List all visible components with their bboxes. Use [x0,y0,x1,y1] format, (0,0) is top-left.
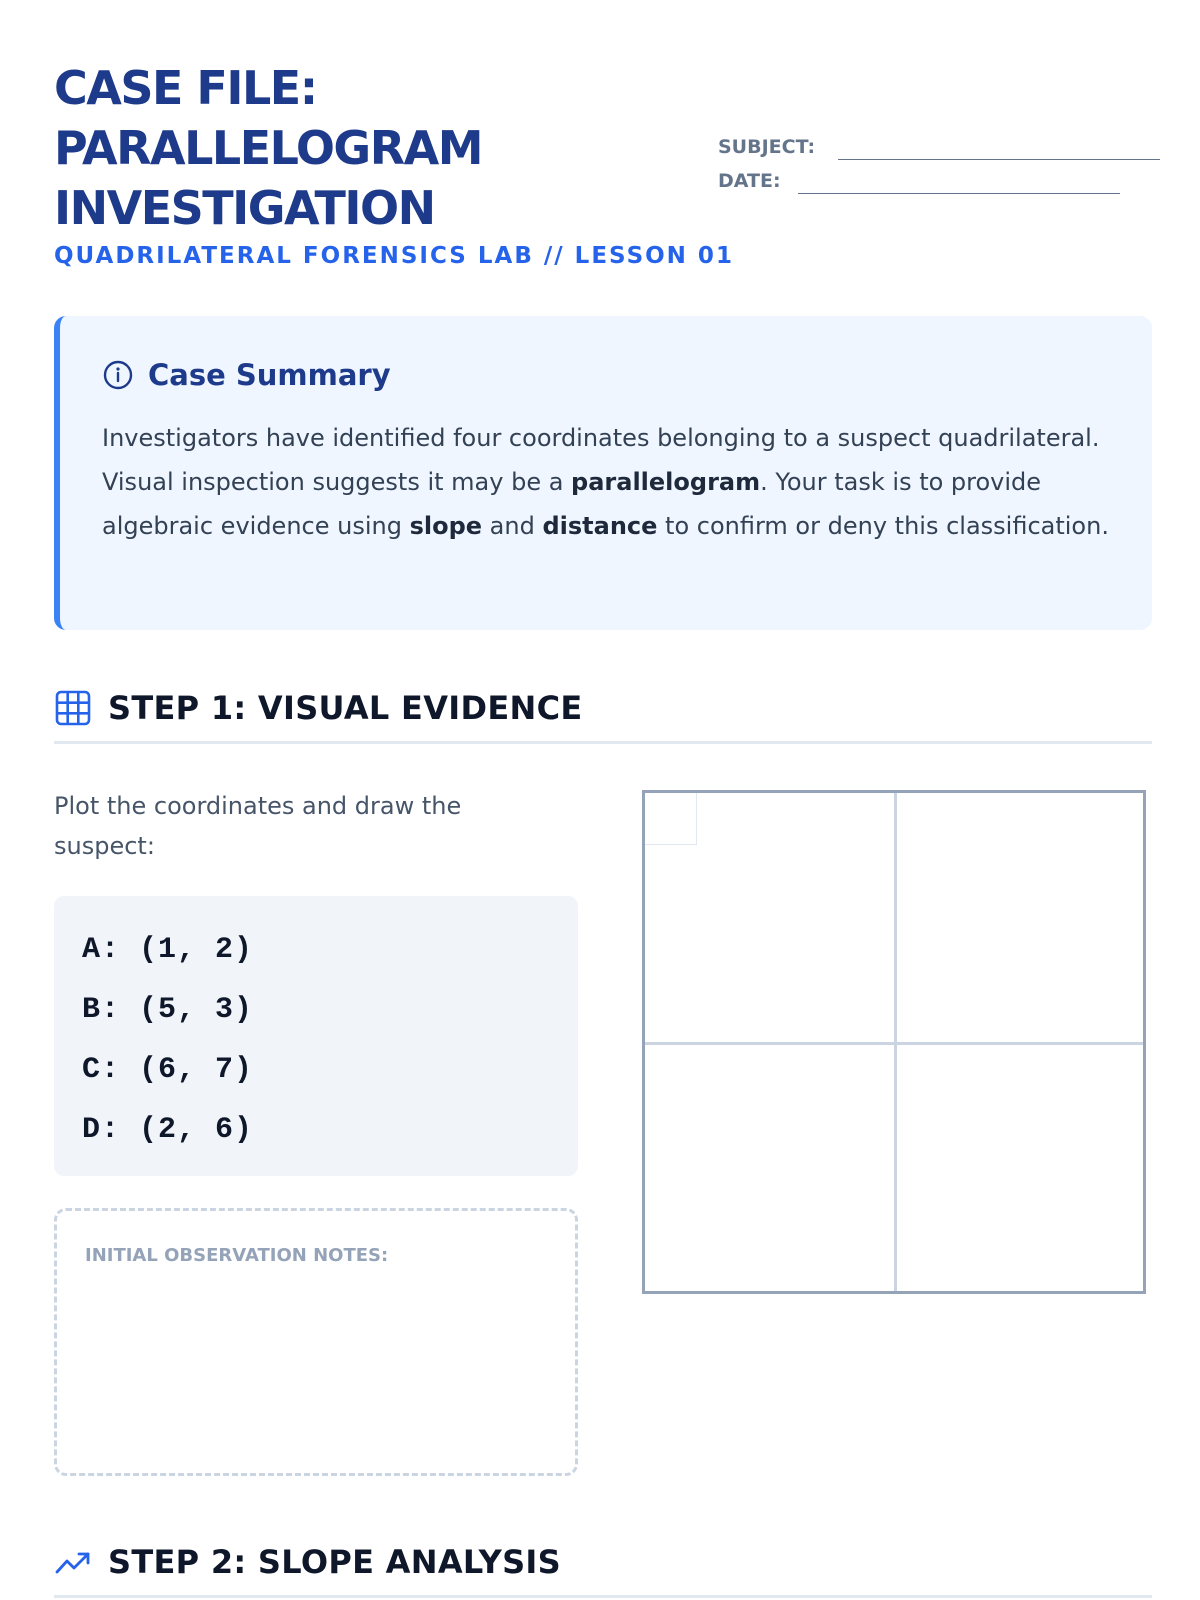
summary-text-part: and [482,512,543,540]
page-title [54,58,694,238]
title-line-3: INVESTIGATION [54,181,435,235]
page-subtitle: QUADRILATERAL FORENSICS LAB // LESSON 01 [54,243,734,269]
subject-label: SUBJECT: [718,136,816,158]
case-summary-header [102,358,391,392]
grid-icon [54,689,92,727]
step1-instruction: Plot the coordinates and draw the suspect: [54,792,462,860]
summary-text-part: Investigators have identified four coordinates belonging to a suspect quadrilateral. Visual inspection suggests it may be a [102,424,1100,496]
observation-notes-box[interactable] [54,1208,578,1476]
student-meta [718,132,1154,200]
observation-notes-label: INITIAL OBSERVATION NOTES: [85,1245,389,1266]
coordinate-a: A: (1, 2) [82,933,254,967]
step1-title: STEP 1: VISUAL EVIDENCE [108,688,583,727]
coordinate-b: B: (5, 3) [82,993,254,1027]
title-line-2: PARALLELOGRAM [54,121,482,175]
step2-header [54,1540,1152,1598]
summary-text-part: to confirm or deny this classification. [657,512,1109,540]
subject-blank-line[interactable] [838,159,1160,160]
grid-horizontal-axis [645,1042,1143,1045]
step1-header [54,686,1152,744]
trending-up-icon [54,1543,92,1581]
summary-bold-parallelogram: parallelogram [571,468,761,496]
case-summary-text [102,416,1112,548]
case-summary-title: Case Summary [148,358,391,392]
step2-title: STEP 2: SLOPE ANALYSIS [108,1542,561,1581]
summary-bold-distance: distance [542,512,658,540]
date-blank-line[interactable] [798,193,1120,194]
case-summary-box [54,316,1152,630]
title-line-1: CASE FILE: [54,61,317,115]
date-row [718,166,1154,200]
info-icon [102,359,134,391]
summary-bold-slope: slope [409,512,483,540]
coordinate-c: C: (6, 7) [82,1053,254,1087]
coordinates-box [54,896,578,1176]
summary-text-part: . Your task is to provide algebraic evidence using [102,468,1042,540]
coordinate-d: D: (2, 6) [82,1113,254,1147]
date-label: DATE: [718,170,781,192]
plot-grid[interactable] [642,790,1146,1294]
subject-row [718,132,1154,166]
grid-cell [645,793,697,845]
